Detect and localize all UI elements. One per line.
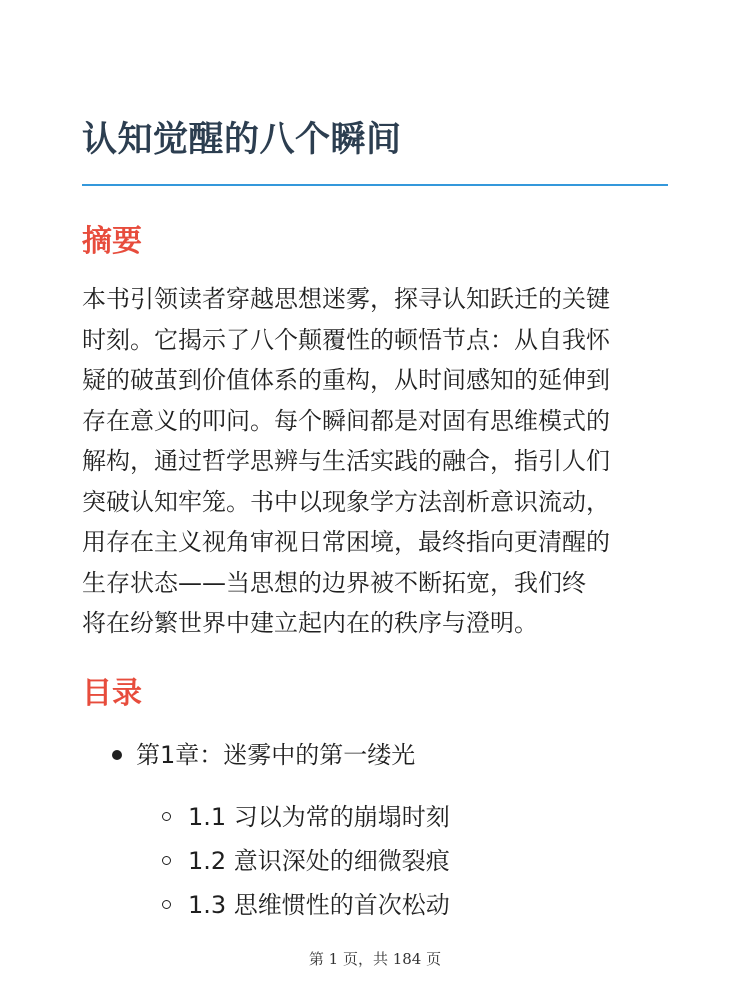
summary-line: 存在意义的叩问。每个瞬间都是对固有思维模式的 — [82, 406, 610, 435]
summary-line: 生存状态——当思想的边界被不断拓宽，我们终 — [82, 568, 586, 597]
bullet-circle-icon — [162, 900, 171, 909]
bullet-circle-icon — [162, 812, 171, 821]
toc-section-item — [82, 840, 672, 884]
summary-line: 将在纷繁世界中建立起内在的秩序与澄明。 — [82, 609, 538, 637]
page-number-footer: 第 1 页，共 184 页 — [308, 950, 442, 968]
toc-chapter-label: 第1章：迷雾中的第一缕光 — [136, 741, 416, 769]
toc-chapter-item — [82, 730, 672, 784]
bullet-dot-icon — [112, 750, 122, 760]
toc-section-label: 1.1 习以为常的崩塌时刻 — [188, 803, 450, 831]
toc-section-label: 1.3 思维惯性的首次松动 — [188, 891, 450, 919]
summary-line: 时刻。它揭示了八个颠覆性的顿悟节点：从自我怀 — [82, 325, 610, 354]
summary-line: 突破认知牢笼。书中以现象学方法剖析意识流动， — [82, 487, 610, 516]
document-title: 认知觉醒的八个瞬间 — [82, 120, 402, 160]
summary-line: 本书引领读者穿越思想迷雾，探寻认知跃迁的关键 — [82, 285, 610, 313]
summary-line: 用存在主义视角审视日常困境，最终指向更清醒的 — [82, 528, 610, 556]
toc-section-label: 1.2 意识深处的细微裂痕 — [188, 847, 450, 875]
summary-line: 疑的破茧到价值体系的重构，从时间感知的延伸到 — [82, 366, 610, 394]
toc-heading: 目录 — [82, 676, 142, 711]
toc-section-list — [82, 796, 672, 928]
summary-line: 解构，通过哲学思辨与生活实践的融合，指引人们 — [82, 447, 610, 475]
toc-section-item — [82, 796, 672, 840]
bullet-circle-icon — [162, 856, 171, 865]
summary-paragraph — [82, 279, 672, 644]
table-of-contents — [82, 730, 672, 928]
toc-section-item — [82, 884, 672, 928]
summary-heading: 摘要 — [82, 224, 142, 259]
title-divider — [82, 184, 668, 186]
